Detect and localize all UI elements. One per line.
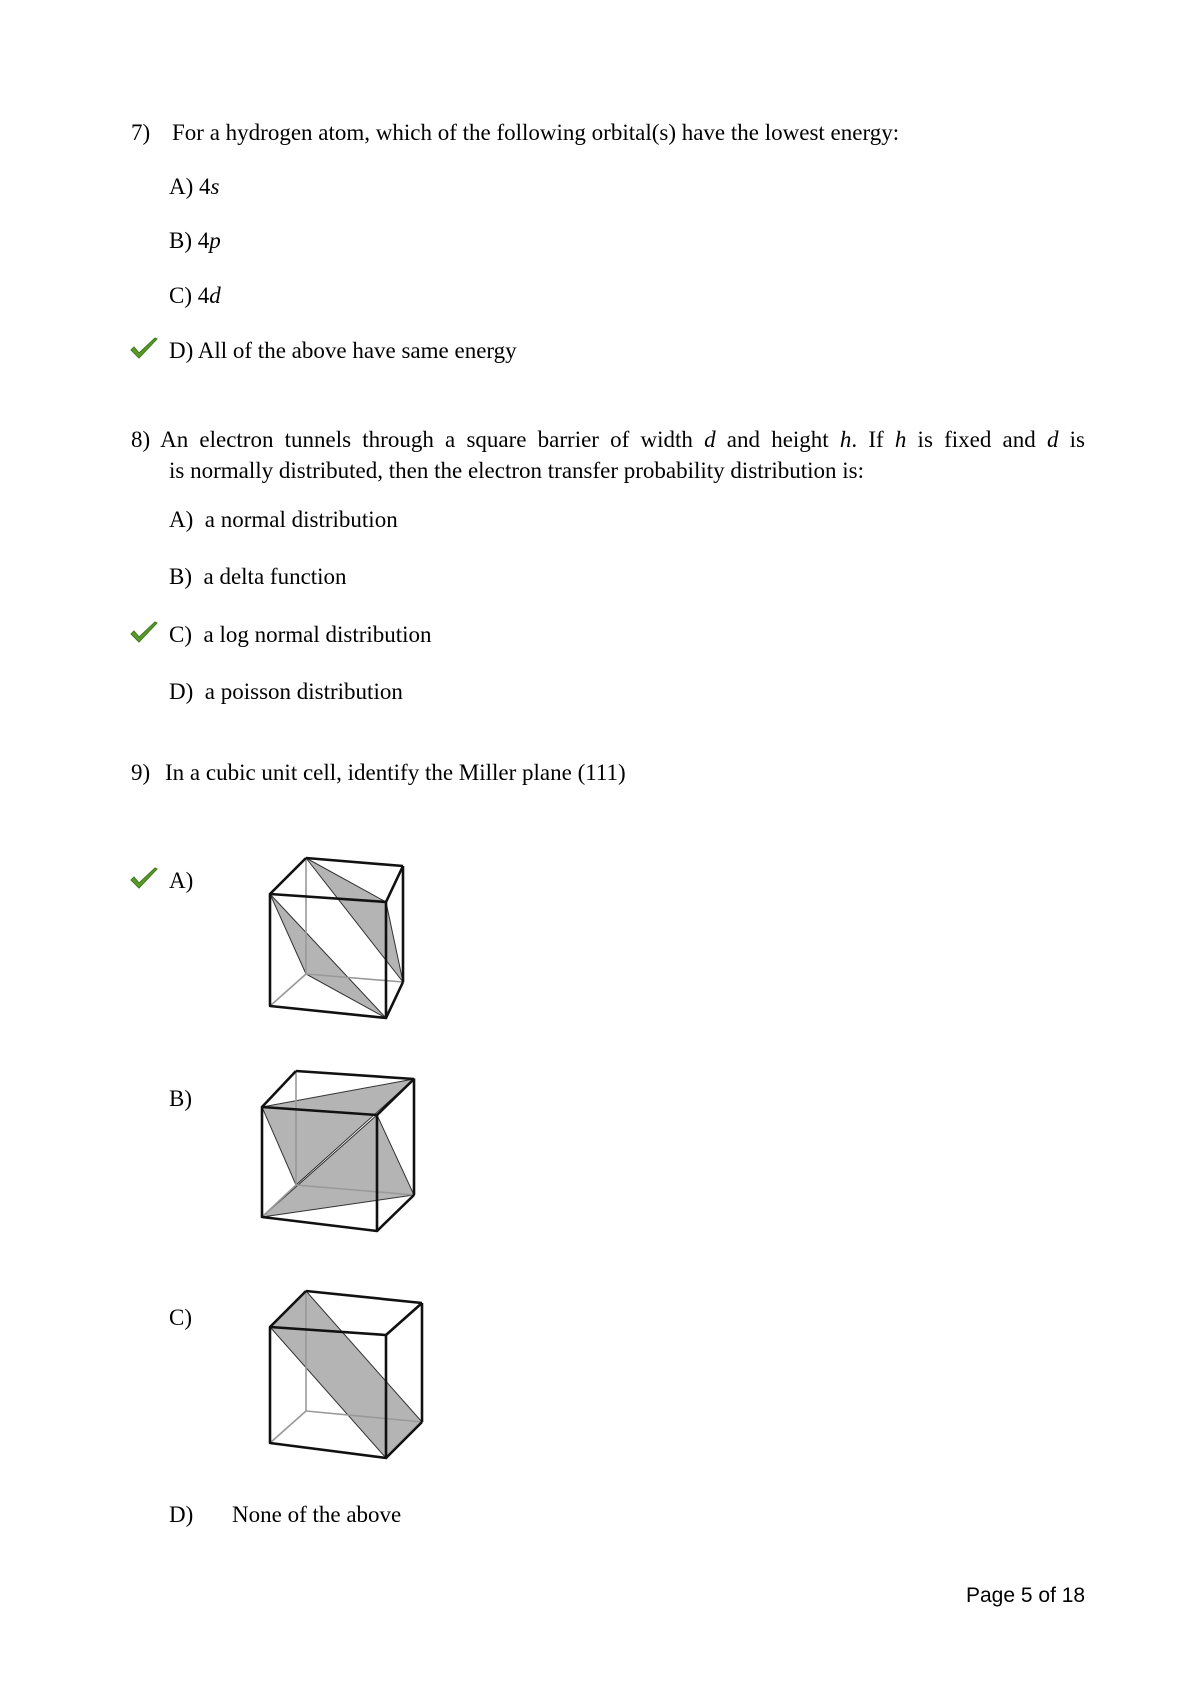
q8-option-c[interactable]: C) a log normal distribution bbox=[169, 622, 432, 647]
q9-number: 9) bbox=[131, 760, 151, 785]
q8-text-line2: is normally distributed, then the electron transfer probability distribution is: bbox=[169, 458, 864, 483]
q9-text: In a cubic unit cell, identify the Miller plane (111) bbox=[165, 760, 626, 785]
q7-option-b[interactable]: B) 4p bbox=[169, 228, 221, 253]
q7-option-a[interactable]: A) 4s bbox=[169, 174, 220, 199]
correct-check-icon bbox=[129, 620, 159, 646]
q8-text-line1: 8) An electron tunnels through a square barrier of width d and height h. If h is fixed and d is bbox=[131, 427, 1086, 452]
page-number: Page 5 of 18 bbox=[966, 1584, 1086, 1607]
q7-number: 7) bbox=[131, 120, 151, 145]
correct-check-icon bbox=[129, 336, 159, 362]
q9-option-b-label[interactable]: B) bbox=[169, 1086, 192, 1111]
q9-option-d-text[interactable]: None of the above bbox=[232, 1502, 402, 1527]
cube-diagram-a[interactable] bbox=[258, 850, 428, 1025]
q8-option-a[interactable]: A) a normal distribution bbox=[169, 507, 398, 532]
q8-option-d[interactable]: D) a poisson distribution bbox=[169, 679, 403, 704]
cube-diagram-c[interactable] bbox=[258, 1283, 428, 1463]
q7-option-c[interactable]: C) 4d bbox=[169, 283, 221, 308]
correct-check-icon bbox=[129, 866, 159, 892]
q9-option-c-label[interactable]: C) bbox=[169, 1305, 192, 1330]
q8-option-b[interactable]: B) a delta function bbox=[169, 564, 347, 589]
q9-option-d-label[interactable]: D) bbox=[169, 1502, 194, 1527]
q9-option-a-label[interactable]: A) bbox=[169, 868, 194, 893]
q7-text: For a hydrogen atom, which of the following orbital(s) have the lowest energy: bbox=[172, 120, 900, 145]
q7-option-d[interactable]: D) All of the above have same energy bbox=[169, 338, 517, 363]
cube-diagram-b[interactable] bbox=[256, 1063, 421, 1238]
